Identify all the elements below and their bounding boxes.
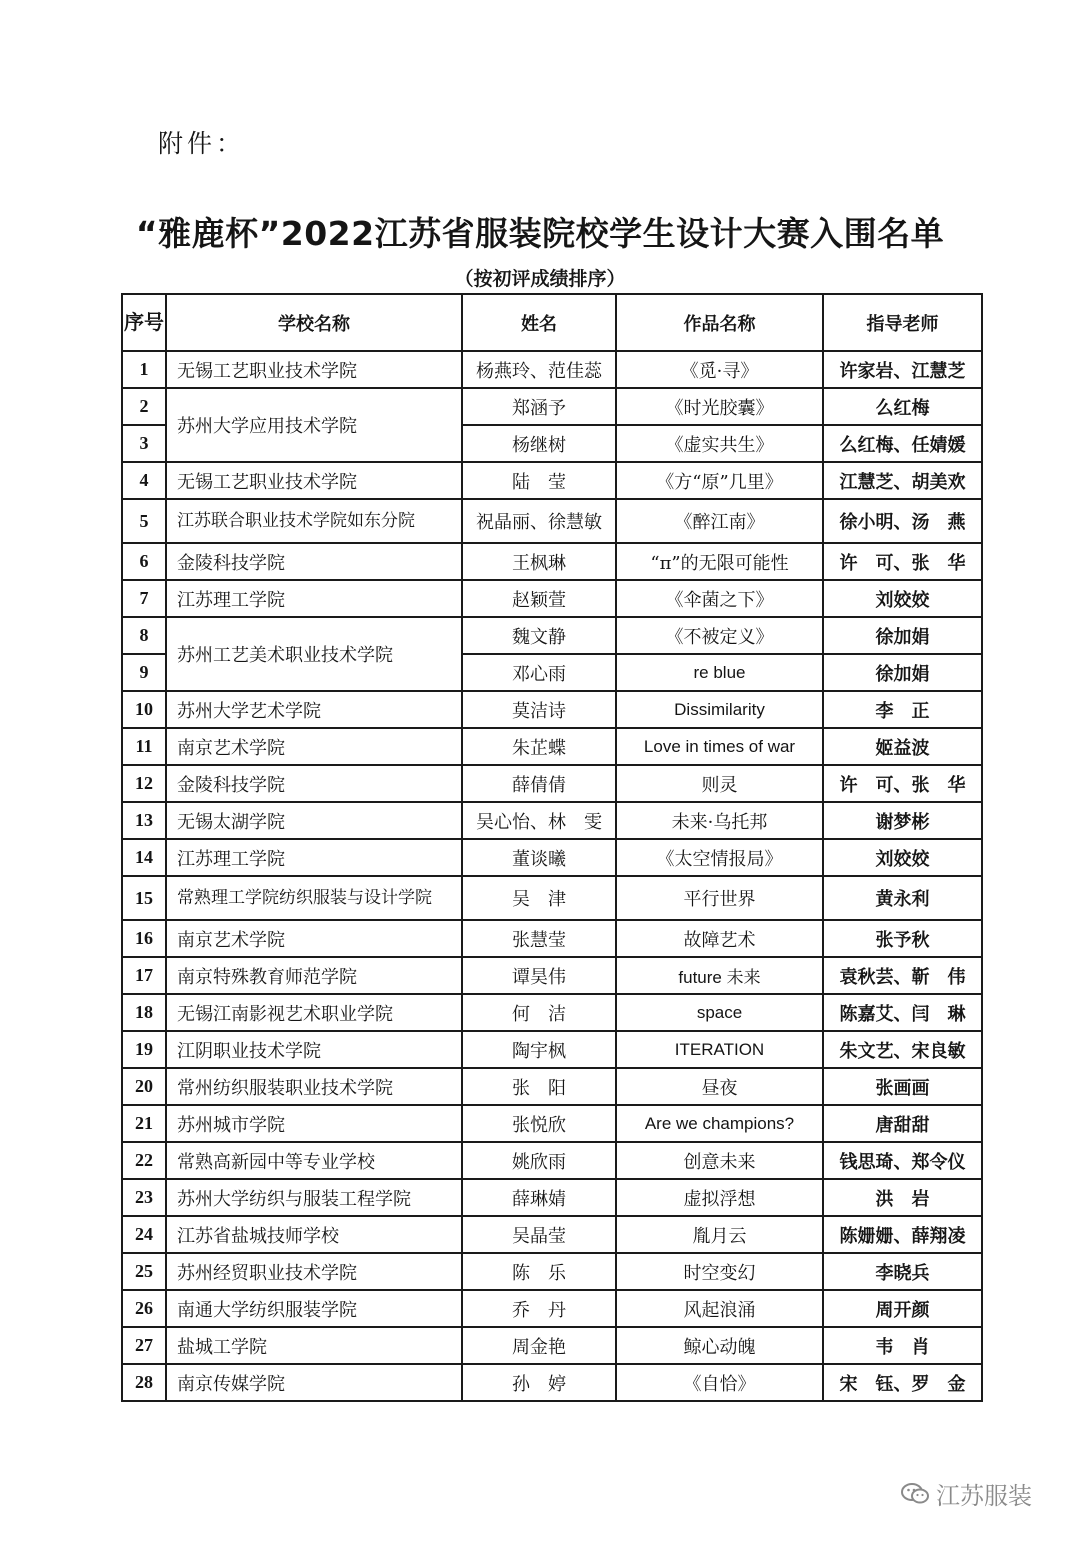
row-name: 祝晶丽、徐慧敏 (462, 499, 616, 543)
table-row (122, 1068, 982, 1105)
table-row (122, 957, 982, 994)
row-teacher: 许 可、张 华 (823, 765, 982, 802)
row-work: re blue (616, 654, 823, 691)
row-name: 吴晶莹 (462, 1216, 616, 1253)
row-name: 孙 婷 (462, 1364, 616, 1401)
row-index: 10 (122, 691, 166, 728)
row-index: 2 (122, 388, 166, 425)
row-work: 《觅·寻》 (616, 351, 823, 388)
row-name: 薛倩倩 (462, 765, 616, 802)
row-work: 昼夜 (616, 1068, 823, 1105)
row-work: 《自恰》 (616, 1364, 823, 1401)
row-index: 15 (122, 876, 166, 920)
row-school: 无锡工艺职业技术学院 (166, 351, 462, 388)
row-teacher: 徐加娟 (823, 654, 982, 691)
row-teacher: 黄永利 (823, 876, 982, 920)
row-work: Love in times of war (616, 728, 823, 765)
row-index: 26 (122, 1290, 166, 1327)
row-teacher: 谢梦彬 (823, 802, 982, 839)
row-index: 7 (122, 580, 166, 617)
table-row (122, 839, 982, 876)
row-school: 常熟理工学院纺织服装与设计学院 (166, 876, 462, 920)
row-school: 苏州工艺美术职业技术学院 (166, 617, 462, 691)
row-index: 4 (122, 462, 166, 499)
row-index: 12 (122, 765, 166, 802)
row-school: 无锡工艺职业技术学院 (166, 462, 462, 499)
row-name: 吴 津 (462, 876, 616, 920)
row-school: 南京艺术学院 (166, 728, 462, 765)
row-name: 张悦欣 (462, 1105, 616, 1142)
table-row (122, 1253, 982, 1290)
row-name: 王枫琳 (462, 543, 616, 580)
table-row (122, 1031, 982, 1068)
row-name: 董谈曦 (462, 839, 616, 876)
wechat-icon (900, 1481, 930, 1507)
row-work: 时空变幻 (616, 1253, 823, 1290)
row-index: 5 (122, 499, 166, 543)
table-row (122, 765, 982, 802)
row-name: 魏文静 (462, 617, 616, 654)
row-index: 1 (122, 351, 166, 388)
row-teacher: 李晓兵 (823, 1253, 982, 1290)
account-watermark (900, 1476, 1032, 1511)
row-school: 苏州经贸职业技术学院 (166, 1253, 462, 1290)
row-school: 江苏理工学院 (166, 580, 462, 617)
header-work: 作品名称 (616, 294, 823, 351)
row-teacher: 张予秋 (823, 920, 982, 957)
watermark-text: 江苏服装 (936, 1482, 1032, 1510)
row-work: 则灵 (616, 765, 823, 802)
row-teacher: 洪 岩 (823, 1179, 982, 1216)
row-name: 陆 莹 (462, 462, 616, 499)
row-work: ITERATION (616, 1031, 823, 1068)
row-school: 常州纺织服装职业技术学院 (166, 1068, 462, 1105)
row-name: 周金艳 (462, 1327, 616, 1364)
row-work: 平行世界 (616, 876, 823, 920)
row-teacher: 唐甜甜 (823, 1105, 982, 1142)
row-index: 27 (122, 1327, 166, 1364)
row-work: 鲸心动魄 (616, 1327, 823, 1364)
table-row (122, 876, 982, 920)
table-row (122, 1216, 982, 1253)
row-teacher: 朱文艺、宋良敏 (823, 1031, 982, 1068)
row-work: 《伞菌之下》 (616, 580, 823, 617)
row-work: 创意未来 (616, 1142, 823, 1179)
row-school: 金陵科技学院 (166, 765, 462, 802)
row-teacher: 周开颜 (823, 1290, 982, 1327)
row-work: Are we champions? (616, 1105, 823, 1142)
table-row (122, 1179, 982, 1216)
row-index: 11 (122, 728, 166, 765)
row-work: 风起浪涌 (616, 1290, 823, 1327)
row-teacher: 徐加娟 (823, 617, 982, 654)
table-row (122, 617, 982, 654)
row-teacher: 么红梅、任婧媛 (823, 425, 982, 462)
document-subtitle: （按初评成绩排序） (454, 268, 626, 290)
row-teacher: 徐小明、汤 燕 (823, 499, 982, 543)
row-work: 《太空情报局》 (616, 839, 823, 876)
row-school: 南通大学纺织服装学院 (166, 1290, 462, 1327)
row-name: 杨燕玲、范佳蕊 (462, 351, 616, 388)
row-name: 谭昊伟 (462, 957, 616, 994)
row-school: 无锡太湖学院 (166, 802, 462, 839)
row-school: 苏州大学艺术学院 (166, 691, 462, 728)
row-work: 未来·乌托邦 (616, 802, 823, 839)
row-index: 20 (122, 1068, 166, 1105)
row-work: 《不被定义》 (616, 617, 823, 654)
row-school: 江苏理工学院 (166, 839, 462, 876)
header-teacher: 指导老师 (823, 294, 982, 351)
row-teacher: 陈嘉艾、闫 琳 (823, 994, 982, 1031)
row-teacher: 江慧芝、胡美欢 (823, 462, 982, 499)
row-school: 南京艺术学院 (166, 920, 462, 957)
row-name: 薛琳婧 (462, 1179, 616, 1216)
row-school: 金陵科技学院 (166, 543, 462, 580)
row-school: 苏州大学纺织与服装工程学院 (166, 1179, 462, 1216)
row-name: 邓心雨 (462, 654, 616, 691)
row-index: 24 (122, 1216, 166, 1253)
row-school: 无锡江南影视艺术职业学院 (166, 994, 462, 1031)
table-row (122, 499, 982, 543)
row-work: 《醉江南》 (616, 499, 823, 543)
row-teacher: 张画画 (823, 1068, 982, 1105)
row-teacher: 么红梅 (823, 388, 982, 425)
row-teacher: 陈姗姗、薛翔凌 (823, 1216, 982, 1253)
table-row (122, 1105, 982, 1142)
table-row (122, 543, 982, 580)
table-row (122, 802, 982, 839)
row-work: future 未来 (616, 957, 823, 994)
row-name: 张慧莹 (462, 920, 616, 957)
row-school: 常熟高新园中等专业学校 (166, 1142, 462, 1179)
row-teacher: 韦 肖 (823, 1327, 982, 1364)
row-index: 28 (122, 1364, 166, 1401)
row-name: 张 阳 (462, 1068, 616, 1105)
table-row (122, 994, 982, 1031)
table-row (122, 691, 982, 728)
row-work: 胤月云 (616, 1216, 823, 1253)
row-name: 赵颖萱 (462, 580, 616, 617)
table-row (122, 351, 982, 388)
row-name: 乔 丹 (462, 1290, 616, 1327)
row-school: 苏州大学应用技术学院 (166, 388, 462, 462)
finalist-table (121, 293, 983, 1402)
row-name: 陈 乐 (462, 1253, 616, 1290)
row-index: 14 (122, 839, 166, 876)
row-index: 3 (122, 425, 166, 462)
table-row (122, 388, 982, 425)
row-index: 23 (122, 1179, 166, 1216)
row-index: 18 (122, 994, 166, 1031)
row-school: 南京传媒学院 (166, 1364, 462, 1401)
table-row (122, 462, 982, 499)
row-work: 虚拟浮想 (616, 1179, 823, 1216)
row-name: 莫洁诗 (462, 691, 616, 728)
attachment-label: 附件： (158, 129, 246, 158)
header-name: 姓名 (462, 294, 616, 351)
row-teacher: 姬益波 (823, 728, 982, 765)
row-index: 6 (122, 543, 166, 580)
row-work: “π”的无限可能性 (616, 543, 823, 580)
row-work: 《虚实共生》 (616, 425, 823, 462)
row-teacher: 许家岩、江慧芝 (823, 351, 982, 388)
row-school: 苏州城市学院 (166, 1105, 462, 1142)
row-index: 22 (122, 1142, 166, 1179)
row-work: 《时光胶囊》 (616, 388, 823, 425)
row-school: 江苏省盐城技师学校 (166, 1216, 462, 1253)
table-row (122, 1364, 982, 1401)
row-index: 9 (122, 654, 166, 691)
table-row (122, 1142, 982, 1179)
document-title: “雅鹿杯”2022江苏省服装院校学生设计大赛入围名单 (135, 214, 945, 253)
table-row (122, 1290, 982, 1327)
table-row (122, 920, 982, 957)
row-index: 17 (122, 957, 166, 994)
row-teacher: 许 可、张 华 (823, 543, 982, 580)
row-teacher: 钱思琦、郑令仪 (823, 1142, 982, 1179)
row-name: 何 洁 (462, 994, 616, 1031)
row-index: 25 (122, 1253, 166, 1290)
table-row (122, 728, 982, 765)
row-name: 朱芷蝶 (462, 728, 616, 765)
row-work: 故障艺术 (616, 920, 823, 957)
row-index: 19 (122, 1031, 166, 1068)
row-index: 8 (122, 617, 166, 654)
row-teacher: 袁秋芸、靳 伟 (823, 957, 982, 994)
row-school: 江苏联合职业技术学院如东分院 (166, 499, 462, 543)
row-school: 南京特殊教育师范学院 (166, 957, 462, 994)
row-work: space (616, 994, 823, 1031)
row-index: 21 (122, 1105, 166, 1142)
row-teacher: 刘姣姣 (823, 839, 982, 876)
row-work: Dissimilarity (616, 691, 823, 728)
row-name: 郑涵予 (462, 388, 616, 425)
header-index: 序号 (122, 294, 166, 351)
row-index: 13 (122, 802, 166, 839)
table-header-row (122, 294, 982, 351)
table-body (122, 351, 982, 1401)
row-name: 杨继树 (462, 425, 616, 462)
row-name: 吴心怡、林 雯 (462, 802, 616, 839)
table-row (122, 1327, 982, 1364)
row-teacher: 刘姣姣 (823, 580, 982, 617)
header-school: 学校名称 (166, 294, 462, 351)
table-row (122, 580, 982, 617)
row-index: 16 (122, 920, 166, 957)
row-school: 江阴职业技术学院 (166, 1031, 462, 1068)
row-school: 盐城工学院 (166, 1327, 462, 1364)
row-name: 姚欣雨 (462, 1142, 616, 1179)
row-teacher: 宋 钰、罗 金 (823, 1364, 982, 1401)
row-work: 《方“原”几里》 (616, 462, 823, 499)
row-teacher: 李 正 (823, 691, 982, 728)
row-name: 陶宇枫 (462, 1031, 616, 1068)
